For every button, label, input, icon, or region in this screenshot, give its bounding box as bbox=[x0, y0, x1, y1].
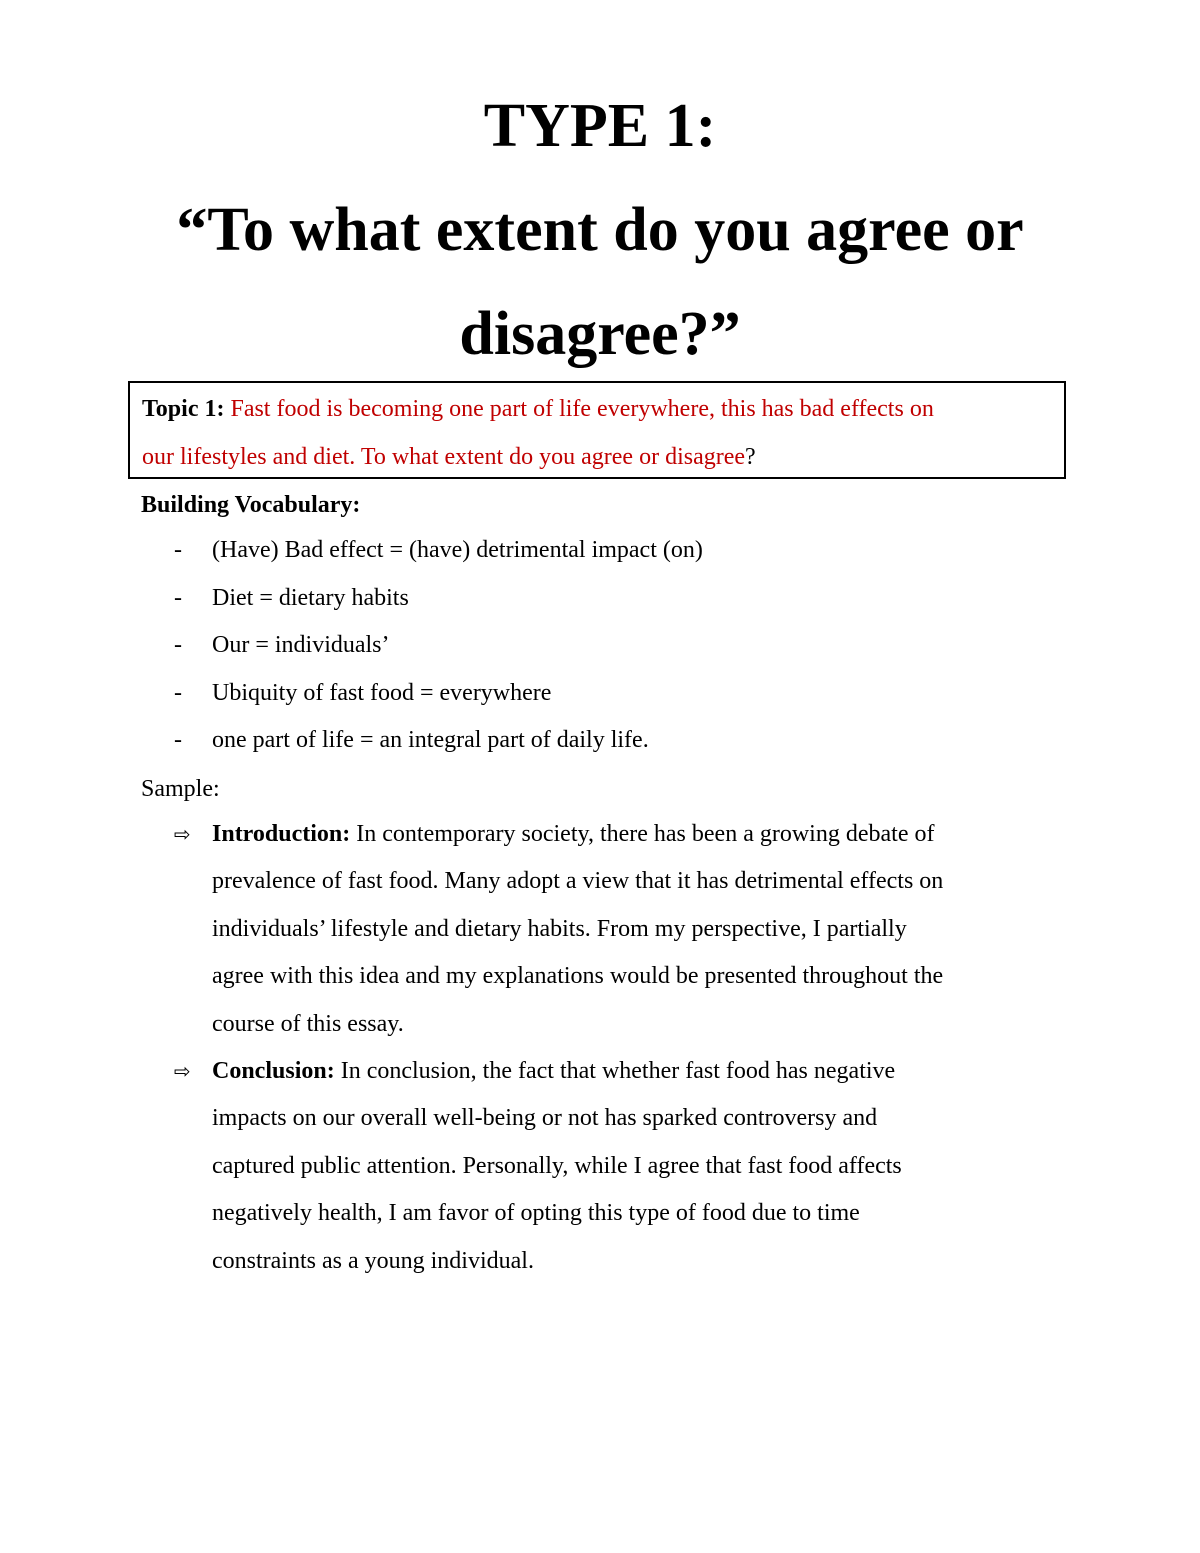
dash-bullet: - bbox=[174, 537, 182, 563]
conclusion-label: Conclusion: bbox=[212, 1058, 335, 1085]
topic-label: Topic 1: bbox=[142, 396, 225, 422]
dash-bullet: - bbox=[174, 679, 182, 706]
introduction-text-line: agree with this idea and my explanations would be presented throughout the bbox=[212, 963, 944, 990]
introduction-text-line: individuals’ lifestyle and dietary habits. From my perspective, I partially bbox=[212, 915, 907, 942]
page-title bbox=[0, 74, 1200, 386]
list-item bbox=[141, 717, 703, 765]
sample-line bbox=[212, 1048, 1061, 1095]
conclusion-text-line: impacts on our overall well-being or not has sparked controversy and bbox=[212, 1105, 878, 1132]
sample-item-introduction bbox=[141, 811, 1061, 1048]
list-item bbox=[141, 527, 703, 575]
topic-text-line-1: Fast food is becoming one part of life everywhere, this has bad effects on bbox=[230, 396, 934, 422]
vocabulary-list bbox=[141, 527, 703, 765]
introduction-text-line: In contemporary society, there has been a growing debate of bbox=[356, 821, 935, 847]
conclusion-text-line: constraints as a young individual. bbox=[212, 1247, 534, 1274]
list-item bbox=[141, 622, 703, 670]
title-line-1: TYPE 1: bbox=[483, 92, 717, 160]
topic-line-2 bbox=[142, 433, 1064, 481]
vocabulary-item-text: one part of life = an integral part of daily life. bbox=[212, 727, 649, 753]
conclusion-text-line: negatively health, I am favor of opting this type of food due to time bbox=[212, 1200, 860, 1227]
vocabulary-item-text: Diet = dietary habits bbox=[212, 584, 409, 611]
arrow-right-icon: ⇨ bbox=[174, 1059, 191, 1084]
dash-bullet: - bbox=[174, 584, 182, 611]
vocabulary-item-text: Ubiquity of fast food = everywhere bbox=[212, 679, 552, 706]
introduction-label: Introduction: bbox=[212, 821, 351, 847]
topic-line-1 bbox=[142, 385, 1064, 433]
sample-item-conclusion bbox=[141, 1048, 1061, 1285]
topic-text-line-2: our lifestyles and diet. To what extent do you agree or disagree bbox=[142, 444, 746, 470]
conclusion-text-line: captured public attention. Personally, while I agree that fast food affects bbox=[212, 1152, 902, 1179]
sample-heading: Sample: bbox=[141, 776, 220, 802]
vocabulary-heading: Building Vocabulary: bbox=[141, 492, 361, 518]
topic-box bbox=[128, 381, 1066, 479]
list-item bbox=[141, 575, 703, 623]
vocabulary-item-text: (Have) Bad effect = (have) detrimental impact (on) bbox=[212, 537, 703, 563]
dash-bullet: - bbox=[174, 727, 182, 753]
arrow-right-icon: ⇨ bbox=[174, 822, 191, 846]
vocabulary-item-text: Our = individuals’ bbox=[212, 632, 390, 658]
title-line-3: disagree?” bbox=[459, 300, 741, 368]
dash-bullet: - bbox=[174, 632, 182, 658]
introduction-text-line: course of this essay. bbox=[212, 1010, 404, 1037]
conclusion-text-line: In conclusion, the fact that whether fast food has negative bbox=[340, 1058, 896, 1085]
sample-list bbox=[141, 811, 1061, 1285]
introduction-text-line: prevalence of fast food. Many adopt a view that it has detrimental effects on bbox=[212, 868, 944, 895]
topic-question-mark: ? bbox=[745, 444, 756, 470]
title-line-2: “To what extent do you agree or bbox=[176, 196, 1024, 264]
list-item bbox=[141, 670, 703, 718]
sample-line bbox=[212, 811, 1061, 858]
